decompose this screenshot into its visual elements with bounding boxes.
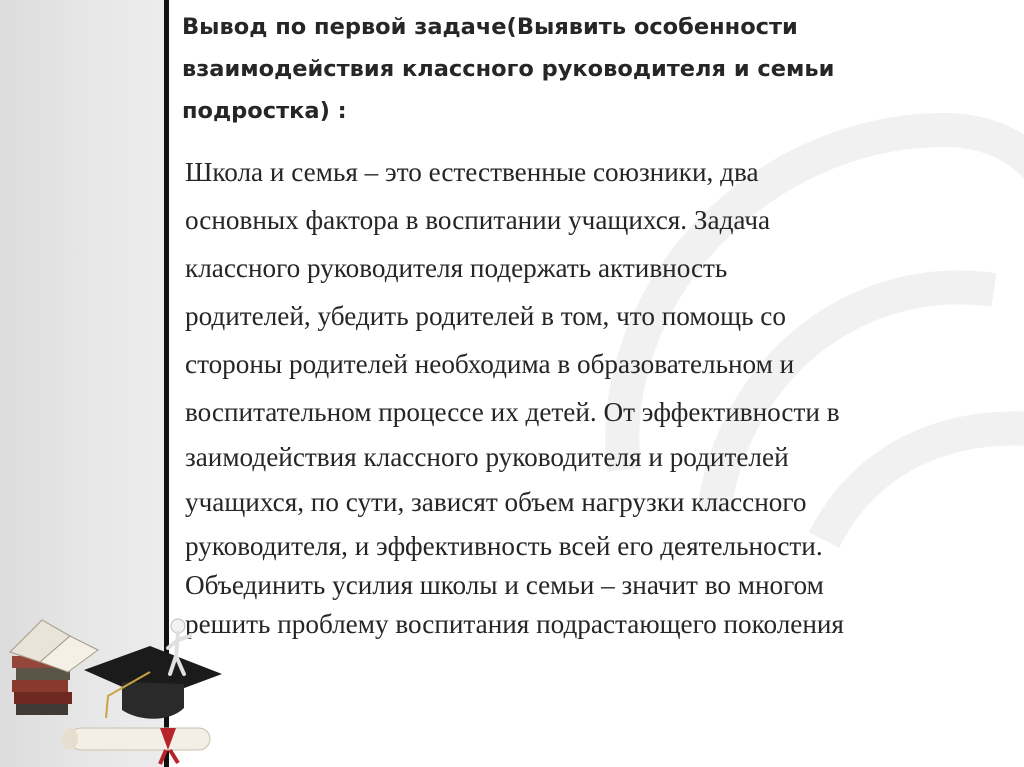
slide-title: [182, 6, 1002, 132]
body-line: решить проблему воспитания подрастающего поколения: [185, 609, 844, 639]
body-line: воспитательном процессе их детей. От эффективности в: [185, 397, 840, 427]
graduation-cap-icon: [84, 646, 222, 719]
body-line: заимодействия классного руководителя и родителей: [185, 442, 789, 472]
title-line: Вывод по первой задаче(Выявить особенности: [182, 14, 798, 40]
body-line: Объединить усилия школы и семьи – значит во многом: [185, 570, 824, 600]
body-line: Школа и семья – это естественные союзники, два: [185, 157, 759, 187]
body-line: родителей, убедить родителей в том, что помощь со: [185, 301, 786, 331]
body-line: классного руководителя подержать активность: [185, 253, 728, 283]
education-illustration: [0, 600, 240, 767]
diploma-scroll-icon: [62, 728, 210, 764]
body-line: основных фактора в воспитании учащихся. Задача: [185, 205, 771, 235]
title-line: взаимодействия классного руководителя и семьи: [182, 56, 835, 82]
body-line: руководителя, и эффективность всей его деятельности.: [185, 531, 823, 561]
body-line: стороны родителей необходима в образовательном и: [185, 349, 795, 379]
title-line: подростка) :: [182, 98, 347, 124]
slide-body-text: [185, 152, 1021, 644]
body-line: учащихся, по сути, зависят объем нагрузки классного: [185, 487, 807, 517]
